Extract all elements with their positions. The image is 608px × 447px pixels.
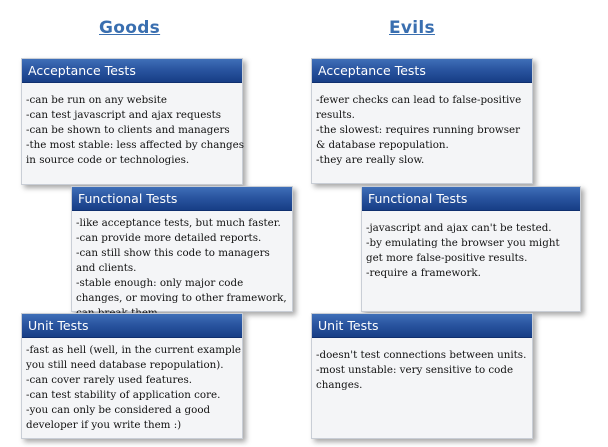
card-line: changes. bbox=[316, 379, 363, 391]
card-line: -can be shown to clients and managers bbox=[26, 124, 230, 136]
card-line: -can test javascript and ajax requests bbox=[26, 109, 221, 121]
goods-unit-title: Unit Tests bbox=[22, 314, 242, 338]
goods-heading: Goods bbox=[99, 18, 161, 38]
card-line: -most unstable: very sensitive to code bbox=[316, 364, 514, 376]
evils-functional-body bbox=[362, 211, 580, 285]
card-line: -they are really slow. bbox=[316, 154, 425, 166]
card-line: -can provide more detailed reports. bbox=[76, 232, 262, 244]
goods-unit-body bbox=[22, 338, 242, 437]
goods-functional-body bbox=[72, 211, 292, 325]
goods-acceptance-body bbox=[22, 83, 245, 172]
card-line: -you can only be considered a good bbox=[26, 404, 211, 416]
evils-unit-card bbox=[311, 313, 533, 439]
evils-acceptance-body bbox=[312, 83, 532, 172]
card-line: results. bbox=[316, 109, 355, 121]
evils-heading: Evils bbox=[389, 18, 435, 38]
card-line: -fewer checks can lead to false-positive bbox=[316, 94, 522, 106]
card-line: -javascript and ajax can't be tested. bbox=[366, 222, 552, 234]
evils-unit-title: Unit Tests bbox=[312, 314, 532, 338]
card-line: in source code or technologies. bbox=[26, 154, 190, 166]
card-line: -can test stability of application core. bbox=[26, 389, 221, 401]
card-line: changes, or moving to other framework, bbox=[76, 292, 287, 304]
card-line: -can cover rarely used features. bbox=[26, 374, 193, 386]
card-line: -doesn't test connections between units. bbox=[316, 349, 527, 361]
card-line: -the slowest: requires running browser bbox=[316, 124, 521, 136]
goods-acceptance-card bbox=[21, 58, 243, 185]
goods-functional-title: Functional Tests bbox=[72, 187, 292, 211]
goods-unit-card bbox=[21, 313, 243, 439]
card-line: -by emulating the browser you might bbox=[366, 237, 560, 249]
evils-acceptance-title: Acceptance Tests bbox=[312, 59, 532, 83]
goods-functional-card bbox=[71, 186, 293, 312]
card-line: -fast as hell (well, in the current example bbox=[26, 344, 241, 356]
card-line: you still need database repopulation). bbox=[26, 359, 224, 371]
card-line: developer if you write them :) bbox=[26, 419, 182, 431]
card-line: and clients. bbox=[76, 262, 137, 274]
evils-functional-title: Functional Tests bbox=[362, 187, 580, 211]
evils-functional-card bbox=[361, 186, 581, 312]
card-line: -stable enough: only major code bbox=[76, 277, 244, 289]
evils-acceptance-card bbox=[311, 58, 533, 184]
card-line: get more false-positive results. bbox=[366, 252, 528, 264]
goods-acceptance-title: Acceptance Tests bbox=[22, 59, 242, 83]
card-line: -can still show this code to managers bbox=[76, 247, 270, 259]
card-line: -require a framework. bbox=[366, 267, 481, 279]
card-line: -like acceptance tests, but much faster. bbox=[76, 217, 281, 229]
card-line: -can be run on any website bbox=[26, 94, 167, 106]
evils-unit-body bbox=[312, 338, 532, 397]
card-line: & database repopulation. bbox=[316, 139, 449, 151]
card-line: -the most stable: less affected by changes bbox=[26, 139, 245, 151]
